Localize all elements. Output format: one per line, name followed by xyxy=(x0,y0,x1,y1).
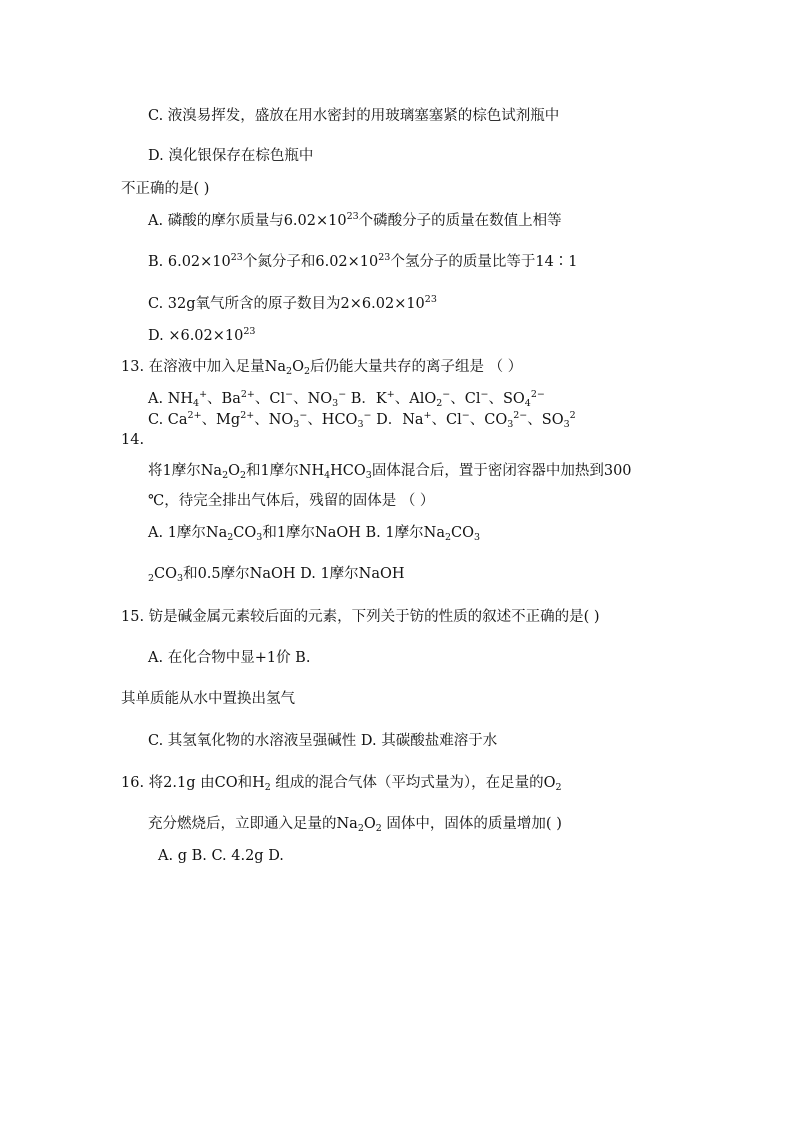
option-line: $_2CO_3$和0.5摩尔NaOH D. 1摩尔NaOH xyxy=(148,566,405,584)
question-line: 充分燃烧后，立即通入足量的$Na_2O_2$ 固体中，固体的质量增加( ) xyxy=(148,816,562,834)
question-line: 15. 钫是碱金属元素较后面的元素，下列关于钫的性质的叙述不正确的是( ) xyxy=(121,609,600,625)
question-line: 将1摩尔$Na_2O_2$和1摩尔$NH_4HCO_3$固体混合后，置于密闭容器中加热到300 xyxy=(148,463,632,481)
option-line: D. 溴化银保存在棕色瓶中 xyxy=(148,148,314,164)
option-line: A. 在化合物中显+1价 B. xyxy=(148,650,311,666)
option-line: 其单质能从水中置换出氢气 xyxy=(121,691,295,707)
question-line: 14. xyxy=(121,432,145,448)
option-line: A. $NH_4^+$、$Ba^{2+}$、Cl−、$NO_3^-$ B．K+、AlO$_2$−、Cl−、$SO_4^{2-}$ xyxy=(148,389,545,409)
option-line: C. 其氢氧化物的水溶液呈强碱性 D. 其碳酸盐难溶于水 xyxy=(148,733,498,749)
option-line: A. 磷酸的摩尔质量与$6.02\times 10^{23}$个磷酸分子的质量在数值上相等 xyxy=(148,211,562,229)
question-line: ℃，待完全排出气体后，残留的固体是 （ ） xyxy=(148,493,435,509)
question-line: 13. 在溶液中加入足量$Na_2O_2$后仍能大量共存的离子组是 （ ） xyxy=(121,359,523,377)
option-line: B. $6.02\times 10^{23}$个氮分子和$6.02\times 10^{23}$个氢分子的质量比等于14∶1 xyxy=(148,252,578,270)
option-line: A. g B. C. 4.2g D. xyxy=(158,848,284,864)
option-line: C. 32g氧气所含的原子数目为$2\times 6.02\times 10^{23}$ xyxy=(148,294,437,312)
question-line: 16. 将2.1g 由CO和$H_2$ 组成的混合气体（平均式量为），在足量的$O_2$ xyxy=(121,775,562,793)
option-line: C. $Ca^{2+}$、$Mg^{2+}$、$NO_3^-$、$HCO_3^-$ D．Na+、Cl−、$CO_3^{2-}$、$SO_3^2$ xyxy=(148,410,576,430)
option-line: C. 液溴易挥发，盛放在用水密封的用玻璃塞塞紧的棕色试剂瓶中 xyxy=(148,108,560,124)
question-line: 不正确的是( ) xyxy=(121,181,210,197)
option-line: A. 1摩尔$Na_2CO_3$和1摩尔NaOH B. 1摩尔$Na_2CO_3$ xyxy=(148,525,481,543)
option-line: D. $\times 6.02\times 10^{23}$ xyxy=(148,326,256,344)
